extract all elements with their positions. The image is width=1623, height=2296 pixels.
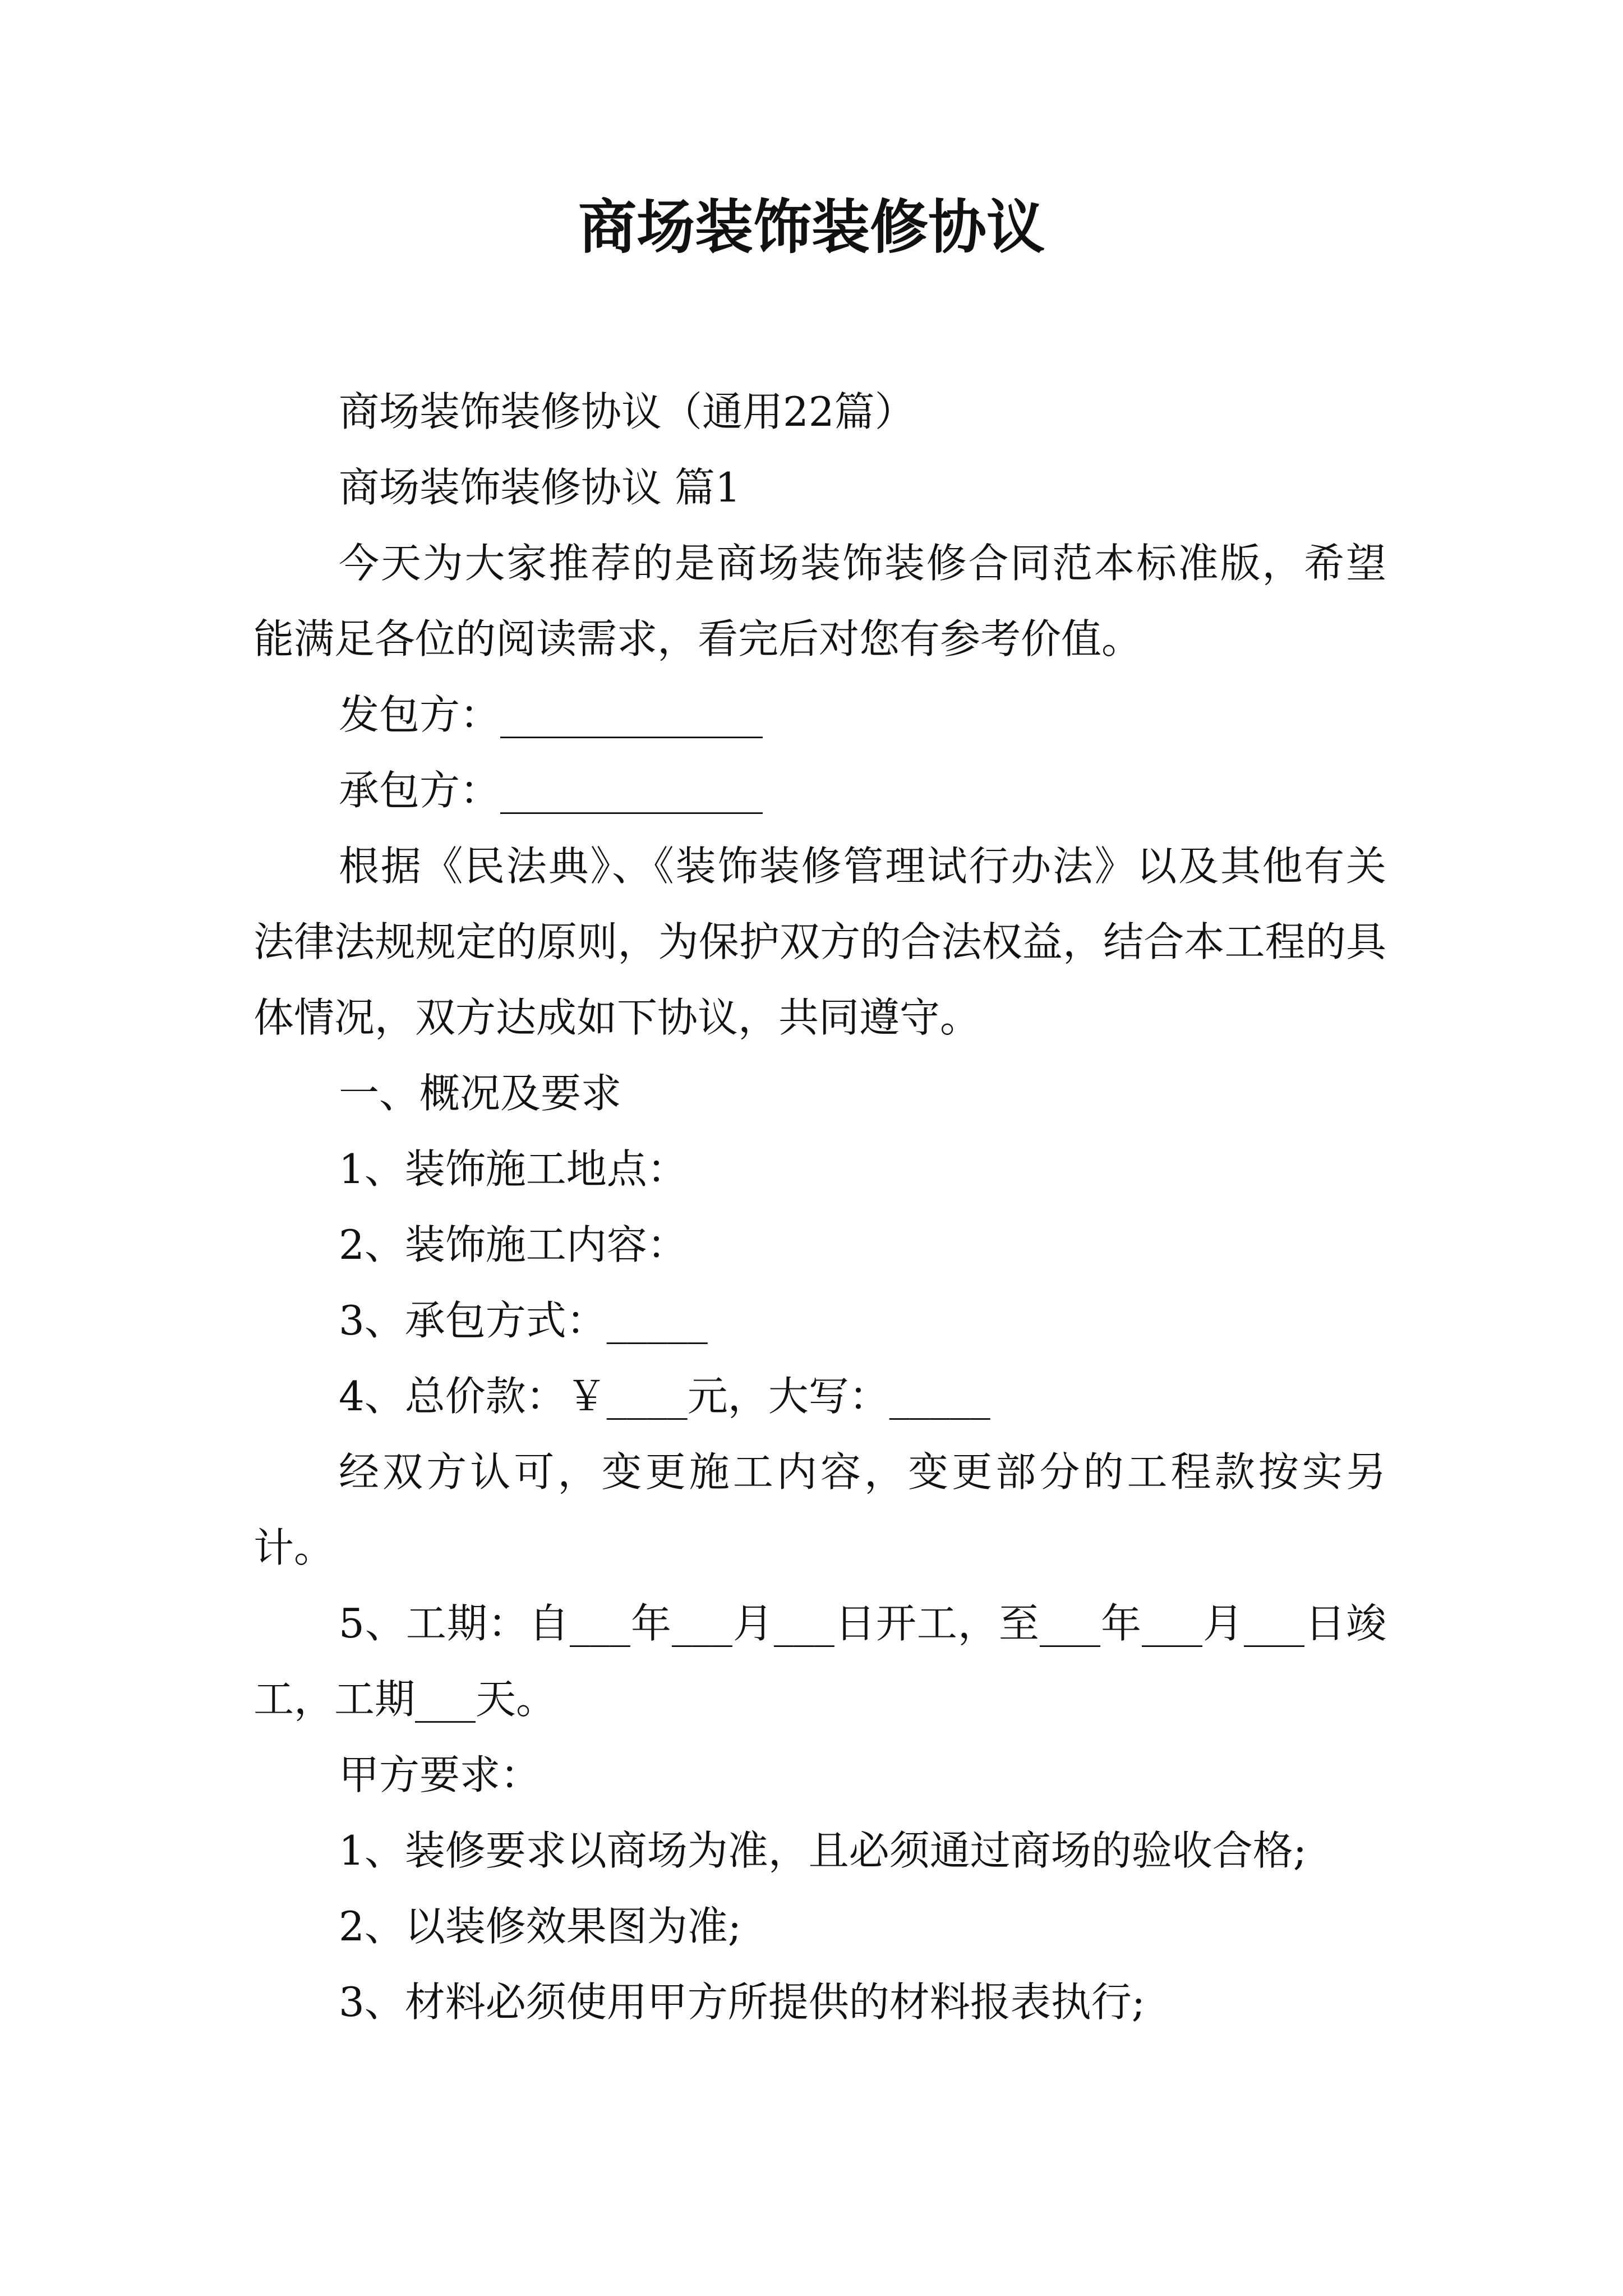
- clause-item: 1、装修要求以商场为准，且必须通过商场的验收合格;: [339, 1827, 1307, 1874]
- clause-heading: 甲方要求：: [339, 1751, 541, 1798]
- party-b-line: 承包方：_____________: [339, 767, 763, 814]
- legal-basis-paragraph: 根据《民法典》、《装饰装修管理试行办法》以及其他有关法律法规规定的原则，为保护双方的合法权益，结合本工程的具体情况，双方达成如下协议，共同遵守。: [253, 843, 1386, 1041]
- subtitle: 商场装饰装修协议（通用22篇）: [339, 388, 915, 435]
- document-body: [253, 374, 1386, 2040]
- clause-item: 3、承包方式：_____: [339, 1297, 708, 1344]
- intro-paragraph: 今天为大家推荐的是商场装饰装修合同范本标准版，希望能满足各位的阅读需求，看完后对您有参考价值。: [253, 540, 1386, 662]
- clause-item: 4、总价款：￥____元，大写：_____: [339, 1373, 990, 1420]
- clause-heading: 一、概况及要求: [339, 1070, 622, 1117]
- clause-item: 3、材料必须使用甲方所提供的材料报表执行;: [339, 1978, 1146, 2026]
- document-title: 商场装饰装修协议: [578, 193, 1045, 261]
- clause-paragraph: 经双方认可，变更施工内容，变更部分的工程款按实另计。: [253, 1448, 1386, 1571]
- clause-item: 2、以装修效果图为准;: [339, 1903, 742, 1950]
- clause-item: 2、装饰施工内容：: [339, 1221, 688, 1268]
- clause-item: 1、装饰施工地点：: [339, 1145, 688, 1193]
- section-heading: 商场装饰装修协议 篇1: [339, 464, 741, 511]
- clause-item: 5、工期：自___年___月___日开工，至___年___月___日竣工，工期___天。: [253, 1600, 1386, 1723]
- party-a-line: 发包方：_____________: [339, 691, 763, 738]
